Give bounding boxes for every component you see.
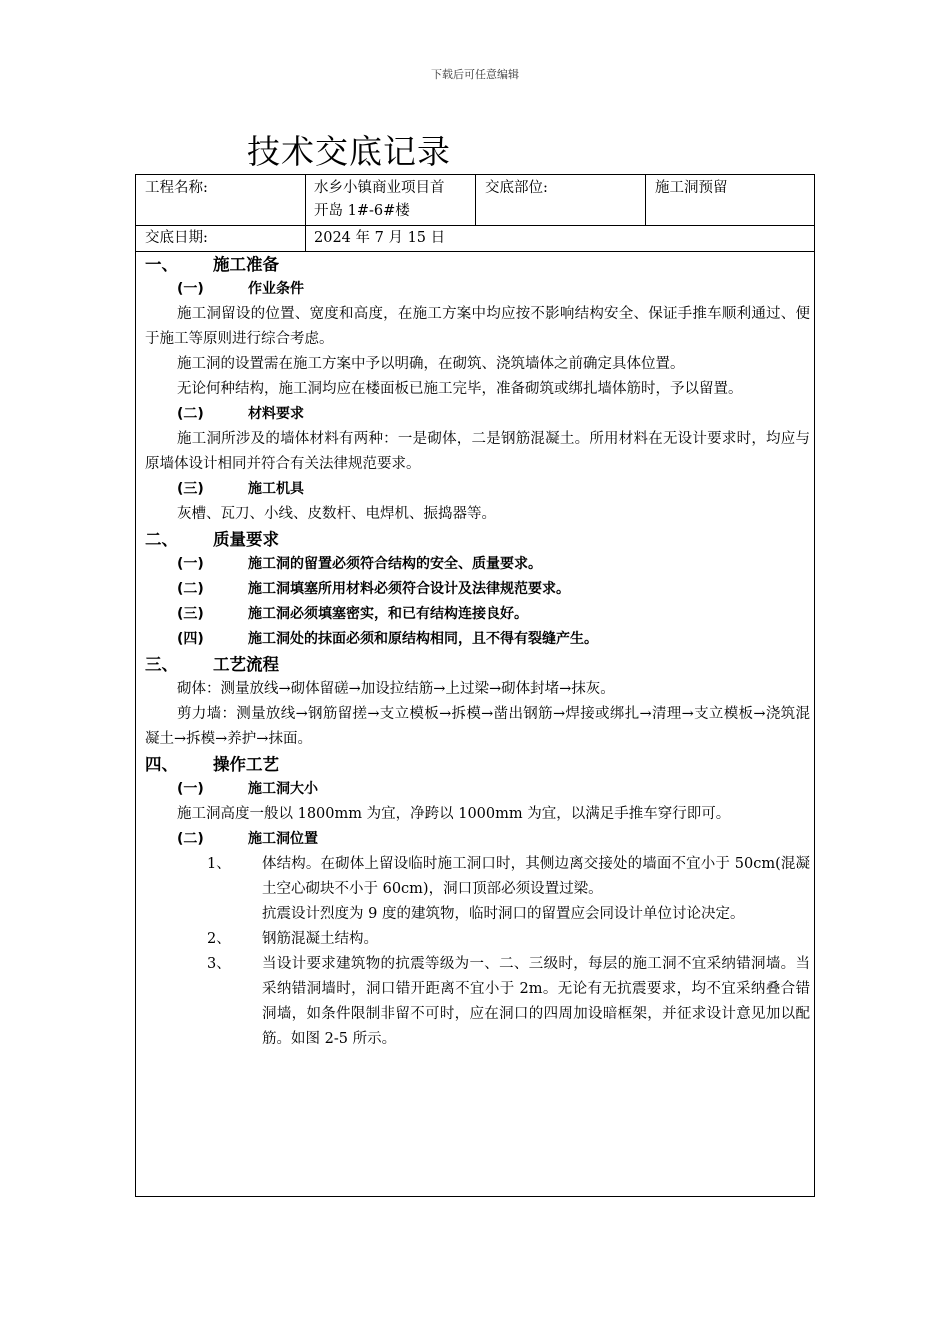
subsection-heading xyxy=(145,827,810,852)
requirement-number: (三) xyxy=(177,606,204,622)
section-heading xyxy=(145,652,810,677)
handover-date-label: 交底日期: xyxy=(145,230,208,246)
list-item-number: 2、 xyxy=(207,931,231,947)
section-title: 质量要求 xyxy=(213,530,279,549)
table-column-divider xyxy=(305,174,306,251)
list-item-number: 1、 xyxy=(207,856,231,872)
section-heading xyxy=(145,752,810,777)
list-item xyxy=(145,852,810,902)
subsection-heading xyxy=(145,477,810,502)
table-row-divider xyxy=(135,225,815,226)
section-number: 三、 xyxy=(145,655,178,674)
section-number: 二、 xyxy=(145,530,178,549)
subsection-title: 施工机具 xyxy=(248,481,304,497)
requirement-number: (二) xyxy=(177,581,204,597)
table-column-divider xyxy=(475,174,476,225)
quality-requirement xyxy=(145,552,810,577)
requirement-number: (四) xyxy=(177,631,204,647)
subsection-heading xyxy=(145,402,810,427)
handover-date-value: 2024 年 7 月 15 日 xyxy=(314,230,446,246)
list-item-text: 体结构。在砌体上留设临时施工洞口时，其侧边离交接处的墙面不宜小于 50cm(混凝土空心砌块不小于 60cm)，洞口顶部必须设置过梁。 xyxy=(262,856,810,897)
subsection-title: 施工洞大小 xyxy=(248,781,318,797)
record-body xyxy=(145,252,810,1052)
subsection-title: 作业条件 xyxy=(248,281,304,297)
list-item-continuation xyxy=(145,902,810,927)
paragraph: 灰槽、瓦刀、小线、皮数杆、电焊机、振捣器等。 xyxy=(177,506,496,522)
section-heading xyxy=(145,252,810,277)
quality-requirement xyxy=(145,627,810,652)
section-heading xyxy=(145,527,810,552)
paragraph: 施工洞所涉及的墙体材料有两种：一是砌体，二是钢筋混凝土。所用材料在无设计要求时，均应与原墙体设计相同并符合有关法律规范要求。 xyxy=(145,431,810,472)
project-name-line1: 水乡小镇商业项目首 xyxy=(314,180,445,196)
list-item-text: 当设计要求建筑物的抗震等级为一、二、三级时，每层的施工洞不宜采纳错洞墙。当采纳错洞墙时，洞口错开距离不宜小于 2m。无论有无抗震要求，均不宜采纳叠合错洞墙，如条件限制非留不可时，应在洞口的四周加设暗框架，并征求设计意见加以配筋。如图 2-5 所示。 xyxy=(262,956,810,1047)
list-item-text: 抗震设计烈度为 9 度的建筑物，临时洞口的留置应会同设计单位讨论决定。 xyxy=(262,906,745,922)
section-title: 施工准备 xyxy=(213,255,279,274)
paragraph: 剪力墙：测量放线→钢筋留搓→支立模板→拆模→凿出钢筋→焊接或绑扎→清理→支立模板→浇筑混凝土→拆模→养护→抹面。 xyxy=(145,706,810,747)
list-item-number: 3、 xyxy=(207,956,231,972)
list-item xyxy=(145,952,810,1052)
subsection-title: 材料要求 xyxy=(248,406,304,422)
subsection-number: (二) xyxy=(177,831,204,847)
subsection-number: (一) xyxy=(177,781,204,797)
requirement-text: 施工洞的留置必须符合结构的安全、质量要求。 xyxy=(248,556,542,572)
section-number: 四、 xyxy=(145,755,178,774)
section-title: 操作工艺 xyxy=(213,755,279,774)
paragraph: 无论何种结构，施工洞均应在楼面板已施工完毕，准备砌筑或绑扎墙体筋时，予以留置。 xyxy=(177,381,743,397)
handover-part-value: 施工洞预留 xyxy=(655,180,728,196)
requirement-text: 施工洞处的抹面必须和原结构相同，且不得有裂缝产生。 xyxy=(248,631,598,647)
handover-part-label: 交底部位: xyxy=(485,180,548,196)
section-title: 工艺流程 xyxy=(213,655,279,674)
quality-requirement xyxy=(145,602,810,627)
table-column-divider xyxy=(645,174,646,225)
paragraph: 施工洞的设置需在施工方案中予以明确，在砌筑、浇筑墙体之前确定具体位置。 xyxy=(177,356,685,372)
quality-requirement xyxy=(145,577,810,602)
project-name-line2: 开岛 1#-6#楼 xyxy=(314,203,410,219)
subsection-number: (三) xyxy=(177,481,204,497)
project-name-value xyxy=(314,177,474,223)
subsection-heading xyxy=(145,277,810,302)
subsection-number: (二) xyxy=(177,406,204,422)
requirement-text: 施工洞填塞所用材料必须符合设计及法律规范要求。 xyxy=(248,581,570,597)
paragraph: 施工洞留设的位置、宽度和高度，在施工方案中均应按不影响结构安全、保证手推车顺利通过、便于施工等原则进行综合考虑。 xyxy=(145,306,810,347)
paragraph: 施工洞高度一般以 1800mm 为宜，净跨以 1000mm 为宜，以满足手推车穿行即可。 xyxy=(177,806,731,822)
section-number: 一、 xyxy=(145,255,178,274)
header-note: 下载后可任意编辑 xyxy=(431,68,519,81)
requirement-number: (一) xyxy=(177,556,204,572)
project-name-label: 工程名称: xyxy=(145,180,208,196)
list-item xyxy=(145,927,810,952)
paragraph: 砌体：测量放线→砌体留磋→加设拉结筋→上过梁→砌体封堵→抹灰。 xyxy=(177,681,615,697)
subsection-number: (一) xyxy=(177,281,204,297)
requirement-text: 施工洞必须填塞密实，和已有结构连接良好。 xyxy=(248,606,528,622)
document-title: 技术交底记录 xyxy=(247,132,451,171)
list-item-text: 钢筋混凝土结构。 xyxy=(262,931,378,947)
subsection-title: 施工洞位置 xyxy=(248,831,318,847)
subsection-heading xyxy=(145,777,810,802)
